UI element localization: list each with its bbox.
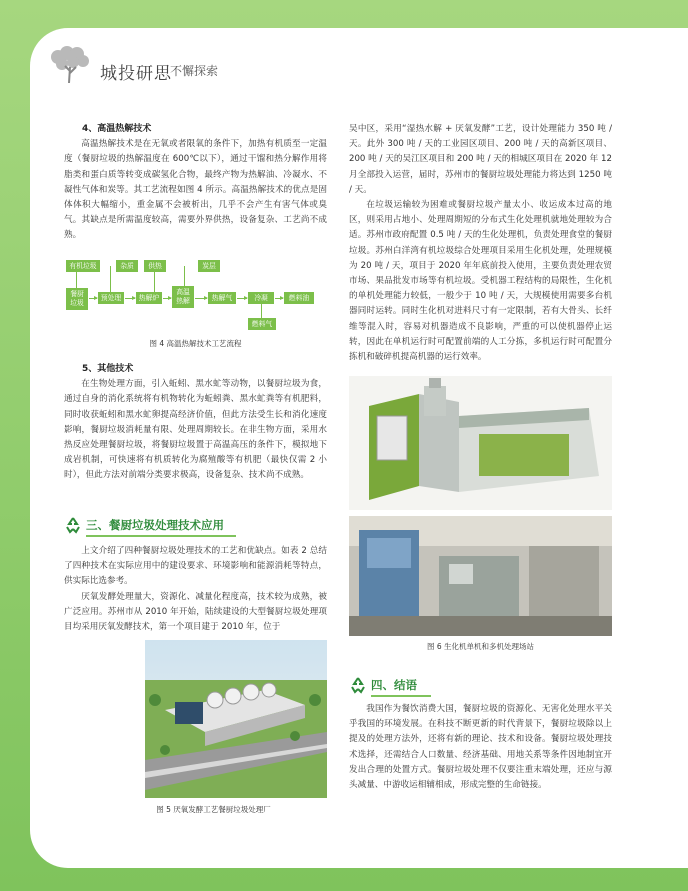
flow-node-misc: 杂质 — [116, 260, 138, 272]
flow-node-hightemp: 高温 热解 — [172, 286, 194, 308]
recycle-icon — [349, 676, 367, 694]
flow-node-organic: 有机垃圾 — [66, 260, 100, 272]
bio-machine-illustration — [349, 376, 612, 510]
recycle-icon — [64, 516, 82, 534]
fig5-caption: 图 5 厌氧发酵工艺餐厨垃圾处理厂 — [156, 805, 271, 814]
brand-tagline: 不懈探索 — [170, 64, 219, 78]
section-4-heading: 4、高温热解技术 — [82, 124, 152, 134]
flow-arrow — [275, 298, 283, 299]
fig4-caption: 图 4 高温热解技术工艺流程 — [149, 339, 242, 348]
flow-node-cool: 冷凝 — [248, 292, 274, 304]
flow-node-fuelgas: 燃料气 — [248, 318, 276, 330]
flow-node-char: 炭层 — [198, 260, 220, 272]
section-3-text-1: 上文介绍了四种餐厨垃圾处理技术的工艺和优缺点。如表 2 总结了四种技术在实际应用中的建设要求、环境影响和能源消耗等特点，供实际比选参考。 — [64, 546, 327, 587]
left-column-section-3 — [64, 544, 327, 635]
section-underline — [86, 535, 236, 537]
plant-aerial-illustration — [145, 640, 327, 798]
multi-machine-station-illustration — [349, 516, 612, 636]
fig6-single-machine-photo — [349, 376, 612, 510]
flow-line — [76, 272, 77, 288]
section-4-conclusion-heading — [349, 676, 417, 694]
flow-node-gas: 热解气 — [208, 292, 236, 304]
flow-arrow — [237, 298, 247, 299]
flow-arrow — [125, 298, 135, 299]
flow-arrow — [163, 298, 171, 299]
flow-node-kitchen-waste: 餐厨 垃圾 — [66, 288, 88, 310]
right-column-conclusion — [349, 702, 612, 793]
flow-line — [261, 304, 262, 318]
fig6-multi-machine-photo — [349, 516, 612, 636]
flow-node-pretreat: 预处理 — [98, 292, 124, 304]
section-underline — [371, 695, 431, 697]
flow-line — [154, 272, 155, 292]
brand-title: 城投研思 — [100, 64, 172, 84]
left-column-section-5 — [64, 362, 327, 484]
flow-node-heat: 供热 — [144, 260, 166, 272]
right-paragraph-2: 在垃圾运输较为困难或餐厨垃圾产量太小、收运成本过高的地区，则采用占地小、处理周期短的分布式生化处理机就地处理较为合适。苏州市政府配置 0.5 吨 / 天的生化处理机，负责处理食堂的餐厨垃圾。苏州白洋湾有机垃圾综合处理项目采用生化机处理，处理规模为 20 吨 / 天，项目于 2020 年年底前投入使用，主要负责处理农贸市场、果品批发市场等有机垃圾。受机器工程结构的局限性，生化机的单机处理能力较低，一般少于 10 吨 / 天，大规模使用需要多台机器同时运转。同时生化机对进料尺寸有一定限制，若有大骨头、长纤维等混入时，容易对机器造成不良影响，严重的可以使机器停止运转，因此在单机运行时可配置前端的人工分拣，多机运行时可配置分拣机和破碎机提高机器的运行效率。 — [349, 200, 612, 363]
conclusion-text: 我国作为餐饮消费大国，餐厨垃圾的资源化、无害化处理水平关乎我国的环境发展。在科技不断更新的时代背景下，餐厨垃圾除以上提及的处理方法外，还将有新的理论、技术和设备。餐厨垃圾处理技术选择，还需结合人口数量、经济基础、用地关系等条件因地制宜开发出合理的处置方式。餐厨垃圾处理不仅要注重末端处理，还应与源头减量、中游收运相辅相成，形成完整的生命链接。 — [349, 704, 612, 791]
section-5-heading: 5、其他技术 — [82, 364, 134, 374]
tree-logo-icon — [48, 45, 92, 85]
flow-line — [184, 266, 185, 286]
header — [48, 45, 268, 85]
section-4-conclusion-title: 四、结语 — [371, 678, 417, 692]
fig5-plant-photo — [145, 640, 327, 798]
fig6-caption: 图 6 生化机单机和多机处理场站 — [426, 642, 535, 651]
right-continuation-text: 吴中区，采用“湿热水解 + 厌氧发酵”工艺，设计处理能力 350 吨 / 天。此外 300 吨 / 天的工业园区项目、200 吨 / 天的高新区项目、200 吨 / 天的吴江区项目和 200 吨 / 天的相城区项目在 2020 年 12 月全部投入运营，届时，苏州市的餐厨垃圾处理能力将达到 1250 吨 / 天。 — [349, 124, 612, 195]
flow-arrow — [195, 298, 207, 299]
flow-node-reactor: 热解炉 — [136, 292, 162, 304]
section-3-title: 三、餐厨垃圾处理技术应用 — [86, 518, 224, 532]
flow-node-oil: 燃料油 — [284, 292, 314, 304]
left-column-top — [64, 122, 327, 244]
flow-line — [110, 266, 111, 292]
fig4-flow-diagram — [64, 258, 327, 336]
section-4-text: 高温热解技术是在无氧或者限氧的条件下，加热有机质至一定温度（餐厨垃圾的热解温度在 600℃以下），通过干馏和热分解作用将脂类和蛋白质等转变成碳氢化合物，最终产物为热解油、冷凝水、不凝性气体和炭等。其工艺流程如图 4 所示。高温热解技术的优点是固体体积大幅缩小，重金属不会被析出，几乎不会产生有害气体或臭气。其缺点是所需温度较高，需要外界供热，设备复杂、工艺尚不成熟。 — [64, 139, 327, 241]
section-3-heading — [64, 516, 224, 534]
right-column-top — [349, 122, 612, 365]
flow-arrow — [89, 298, 97, 299]
section-5-text: 在生物处理方面，引入蚯蚓、黑水虻等动物，以餐厨垃圾为食，通过自身的消化系统将有机物转化为蚯蚓粪、黑水虻粪等有机肥料，同时收获蚯蚓和黑水虻卵提高经济价值，但此方法受生长和消化速度影响，餐厨垃圾消耗量有限、处理周期较长。在非生物方面，采用水热反应处理餐厨垃圾，将餐厨垃圾置于高温高压的条件下，模拟地下成岩机制，可快速将有机质转化为腐殖酸等有机肥（最快仅需 2 小时），但此方法对前端分类要求极高，设备复杂、技术尚不成熟。 — [64, 379, 327, 481]
section-3-text-2: 厌氧发酵处理量大，资源化、减量化程度高，技术较为成熟，被广泛应用。苏州市从 2010 年开始，陆续建设的大型餐厨垃圾处理项目均采用厌氧发酵技术，第一个项目建于 2010 年，位于 — [64, 591, 327, 633]
